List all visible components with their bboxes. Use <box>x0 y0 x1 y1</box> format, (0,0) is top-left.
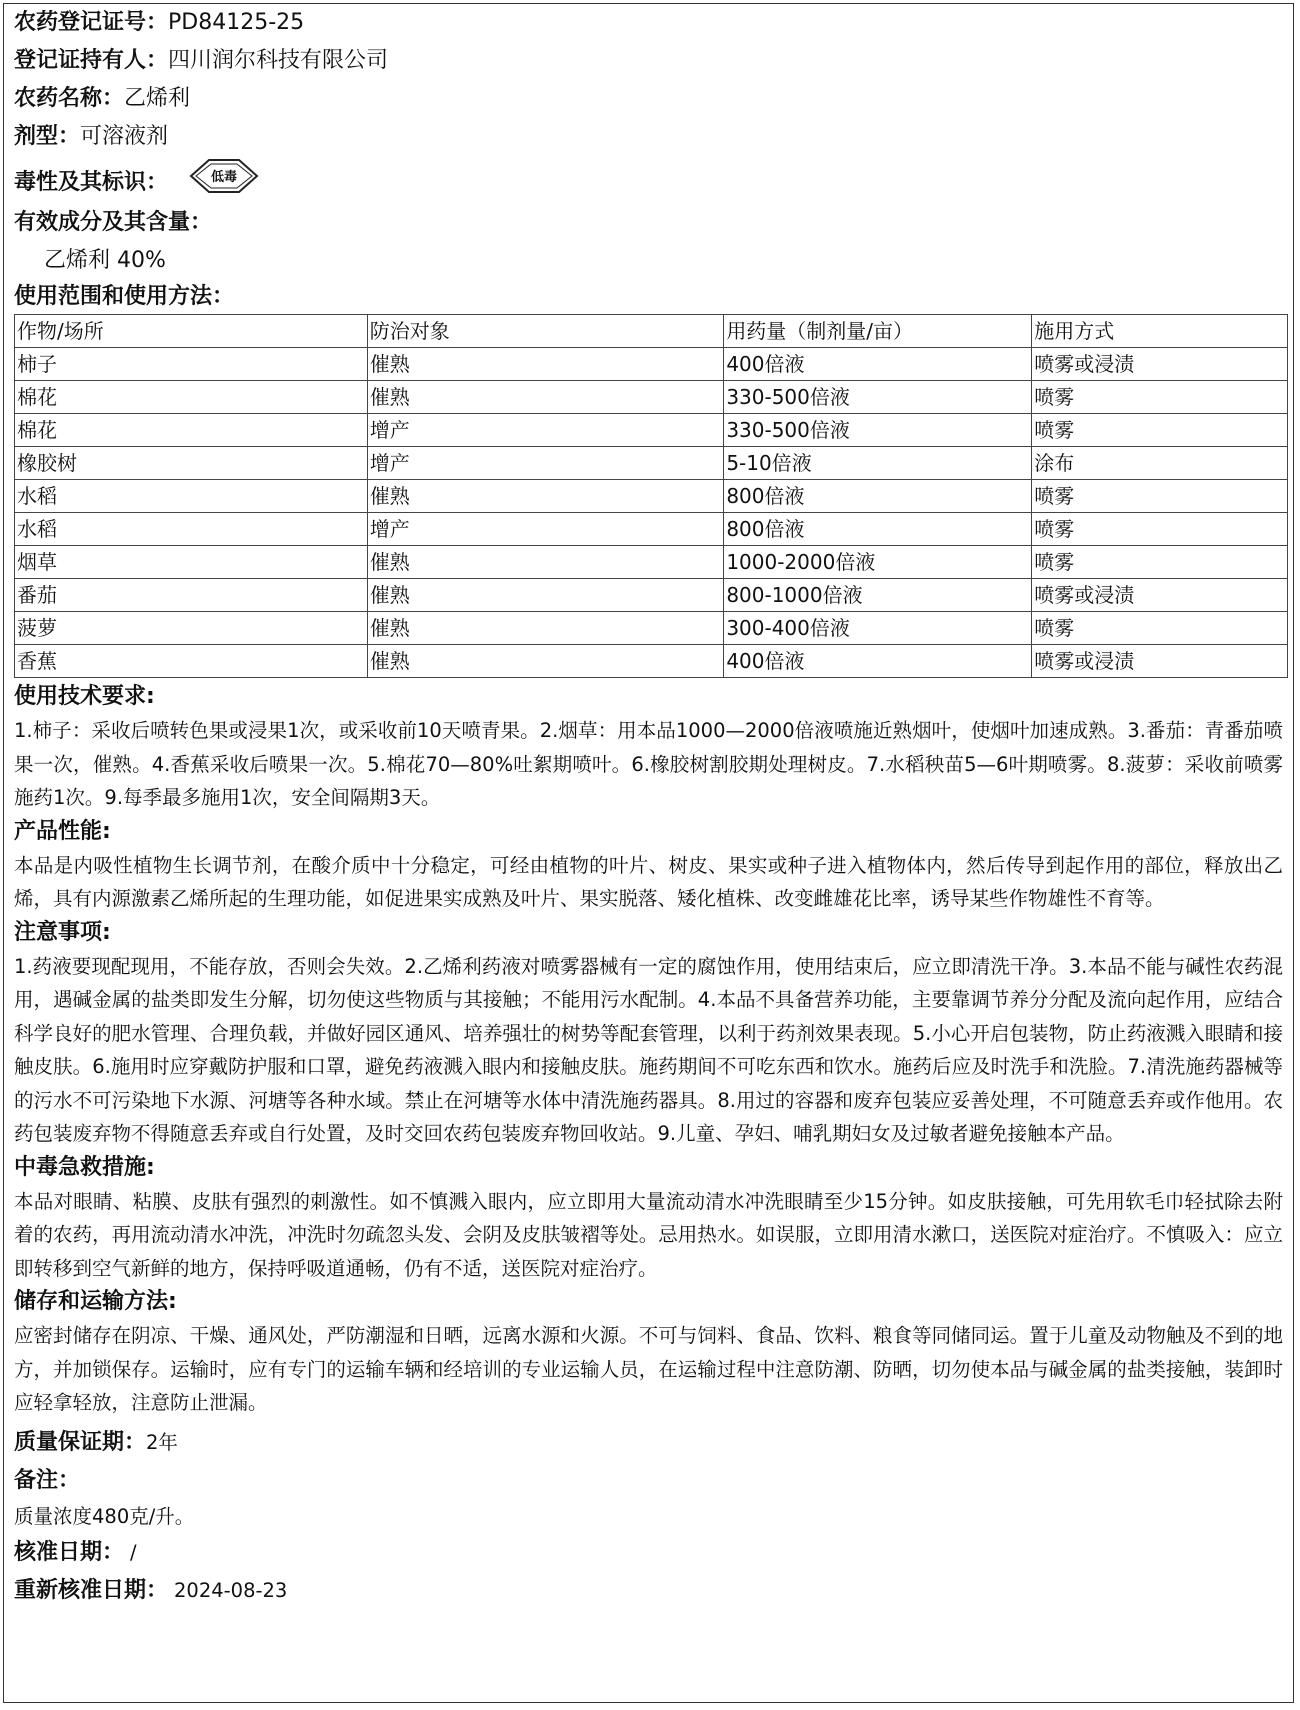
table-row <box>15 348 1288 381</box>
precautions-label: 注意事项: <box>14 919 111 945</box>
cell-dosage: 800-1000倍液 <box>724 579 1032 612</box>
cell-crop: 棉花 <box>15 414 368 447</box>
low-toxicity-mark-text: 低毒 <box>211 170 238 185</box>
cell-target: 催熟 <box>367 645 724 678</box>
performance-text: 本品是内吸性植物生长调节剂，在酸介质中十分稳定，可经由植物的叶片、树皮、果实或种子进入植物体内，然后传导到起作用的部位，释放出乙烯，具有内源激素乙烯所起的生理功能，如促进果实成熟及叶片、果实脱落、矮化植株、改变雌雄花比率，诱导某些作物雄性不育等。 <box>14 853 1283 910</box>
name-line <box>14 80 1283 118</box>
tech-requirements-label: 使用技术要求: <box>14 684 155 709</box>
cell-crop: 水稻 <box>15 513 368 546</box>
low-toxicity-mark-icon <box>189 156 259 210</box>
active-ingredient-line <box>14 204 1283 242</box>
toxicity-label: 毒性及其标识： <box>14 170 169 195</box>
table-row <box>15 381 1288 414</box>
table-row <box>15 414 1288 447</box>
remarks-line <box>14 1462 1283 1500</box>
cell-method: 喷雾或浸渍 <box>1032 579 1288 612</box>
approval-date-line <box>14 1534 1283 1572</box>
usage-line <box>14 280 1283 314</box>
table-row <box>15 513 1288 546</box>
cell-target: 催熟 <box>367 612 724 645</box>
table-row <box>15 612 1288 645</box>
cell-dosage: 400倍液 <box>724 348 1032 381</box>
header-dosage: 用药量（制剂量/亩） <box>724 315 1032 348</box>
name-label: 农药名称： <box>14 86 125 111</box>
storage-text: 应密封储存在阴凉、干燥、通风处，严防潮湿和日晒，远离水源和火源。不可与饲料、食品、饮料、粮食等同储同运。置于儿童及动物触及不到的地方，并加锁保存。运输时，应有专门的运输车辆和经培训的专业运输人员，在运输过程中注意防潮、防晒，切勿使本品与碱金属的盐类接触，装卸时应轻拿轻放，注意防止泄漏。 <box>14 1324 1283 1414</box>
pesticide-label-sheet <box>3 3 1294 1703</box>
reapproval-date-line <box>14 1572 1283 1610</box>
cell-method: 喷雾 <box>1032 381 1288 414</box>
cell-crop: 番茄 <box>15 579 368 612</box>
header-crop: 作物/场所 <box>15 315 368 348</box>
cell-dosage: 300-400倍液 <box>724 612 1032 645</box>
cell-dosage: 800倍液 <box>724 480 1032 513</box>
toxicity-line <box>14 156 1283 200</box>
cell-target: 催熟 <box>367 381 724 414</box>
shelf-life-value: 2年 <box>146 1430 178 1454</box>
usage-table <box>14 314 1288 678</box>
holder-line <box>14 42 1283 80</box>
cell-crop: 水稻 <box>15 480 368 513</box>
cell-dosage: 1000-2000倍液 <box>724 546 1032 579</box>
cell-crop: 烟草 <box>15 546 368 579</box>
registration-line <box>14 4 1283 42</box>
table-row <box>15 447 1288 480</box>
tech-requirements-text: 1.柿子：采收后喷转色果或浸果1次，或采收前10天喷青果。2.烟草：用本品1000—2000倍液喷施近熟烟叶，使烟叶加速成熟。3.番茄：青番茄喷果一次，催熟。4.香蕉采收后喷果一次。5.棉花70—80%吐絮期喷叶。6.橡胶树割胶期处理树皮。7.水稻秧苗5—6叶期喷雾。8.菠萝：采收前喷雾施药1次。9.每季最多施用1次，安全间隔期3天。 <box>14 719 1283 809</box>
registration-value: PD84125-25 <box>168 10 305 35</box>
cell-dosage: 800倍液 <box>724 513 1032 546</box>
reapproval-date-label: 重新核准日期： <box>14 1577 169 1603</box>
holder-value: 四川润尔科技有限公司 <box>168 48 389 73</box>
formulation-line <box>14 118 1283 156</box>
cell-method: 喷雾或浸渍 <box>1032 645 1288 678</box>
cell-method: 喷雾 <box>1032 513 1288 546</box>
active-ingredient-value: 乙烯利 40% <box>44 248 166 273</box>
reapproval-date-value: 2024-08-23 <box>174 1578 288 1602</box>
cell-method: 喷雾 <box>1032 414 1288 447</box>
first-aid-text: 本品对眼睛、粘膜、皮肤有强烈的刺激性。如不慎溅入眼内，应立即用大量流动清水冲洗眼睛至少15分钟。如皮肤接触，可先用软毛巾轻拭除去附着的农药，再用流动清水冲洗，冲洗时勿疏忽头发、会阴及皮肤皱褶等处。忌用热水。如误服，立即用清水漱口，送医院对症治疗。不慎吸入：应立即转移到空气新鲜的地方，保持呼吸道通畅，仍有不适，送医院对症治疗。 <box>14 1189 1283 1280</box>
table-row <box>15 546 1288 579</box>
cell-dosage: 5-10倍液 <box>724 447 1032 480</box>
header-target: 防治对象 <box>367 315 724 348</box>
approval-date-label: 核准日期： <box>14 1539 125 1565</box>
cell-target: 催熟 <box>367 579 724 612</box>
cell-dosage: 400倍液 <box>724 645 1032 678</box>
cell-crop: 香蕉 <box>15 645 368 678</box>
remarks-text: 质量浓度480克/升。 <box>14 1504 195 1528</box>
cell-method: 涂布 <box>1032 447 1288 480</box>
name-value: 乙烯利 <box>124 86 191 111</box>
cell-method: 喷雾 <box>1032 480 1288 513</box>
cell-method: 喷雾 <box>1032 612 1288 645</box>
header-method: 施用方式 <box>1032 315 1288 348</box>
storage-label: 储存和运输方法: <box>14 1289 177 1314</box>
cell-dosage: 330-500倍液 <box>724 414 1032 447</box>
holder-label: 登记证持有人： <box>14 48 169 73</box>
cell-target: 催熟 <box>367 480 724 513</box>
cell-crop: 棉花 <box>15 381 368 414</box>
cell-method: 喷雾 <box>1032 546 1288 579</box>
usage-label: 使用范围和使用方法： <box>14 284 235 309</box>
formulation-label: 剂型： <box>14 124 81 149</box>
cell-dosage: 330-500倍液 <box>724 381 1032 414</box>
approval-date-value: / <box>130 1540 137 1564</box>
table-row <box>15 645 1288 678</box>
cell-method: 喷雾或浸渍 <box>1032 348 1288 381</box>
table-row <box>15 480 1288 513</box>
usage-table-header <box>15 315 1288 348</box>
first-aid-label: 中毒急救措施: <box>14 1154 155 1180</box>
precautions-text: 1.药液要现配现用，不能存放，否则会失效。2.乙烯利药液对喷雾器械有一定的腐蚀作用，使用结束后，应立即清洗干净。3.本品不能与碱性农药混用，遇碱金属的盐类即发生分解，切勿使这些物质与其接触；不能用污水配制。4.本品不具备营养功能，主要靠调节养分分配及流向起作用，应结合科学良好的肥水管理、合理负载，并做好园区通风、培养强壮的树势等配套管理，以利于药剂效果表现。5.小心开启包装物，防止药液溅入眼睛和接触皮肤。6.施用时应穿戴防护服和口罩，避免药液溅入眼内和接触皮肤。施药期间不可吃东西和饮水。施药后应及时洗手和洗脸。7.清洗施药器械等的污水不可污染地下水源、河塘等各种水域。禁止在河塘等水体中清洗施药器具。8.用过的容器和废弃包装应妥善处理，不可随意丢弃或作他用。农药包装废弃物不得随意丢弃或自行处置，及时交回农药包装废弃物回收站。9.儿童、孕妇、哺乳期妇女及过敏者避免接触本产品。 <box>14 954 1283 1145</box>
formulation-value: 可溶液剂 <box>80 124 169 149</box>
cell-crop: 柿子 <box>15 348 368 381</box>
shelf-life-label: 质量保证期： <box>14 1429 147 1455</box>
cell-crop: 菠萝 <box>15 612 368 645</box>
remarks-label: 备注： <box>14 1467 81 1493</box>
shelf-life-line <box>14 1424 1283 1462</box>
cell-target: 催熟 <box>367 546 724 579</box>
cell-target: 催熟 <box>367 348 724 381</box>
performance-label: 产品性能: <box>14 818 111 844</box>
cell-target: 增产 <box>367 513 724 546</box>
table-row <box>15 579 1288 612</box>
active-ingredient-label: 有效成分及其含量： <box>14 210 213 235</box>
cell-target: 增产 <box>367 414 724 447</box>
registration-label: 农药登记证号： <box>14 10 169 35</box>
cell-target: 增产 <box>367 447 724 480</box>
cell-crop: 橡胶树 <box>15 447 368 480</box>
